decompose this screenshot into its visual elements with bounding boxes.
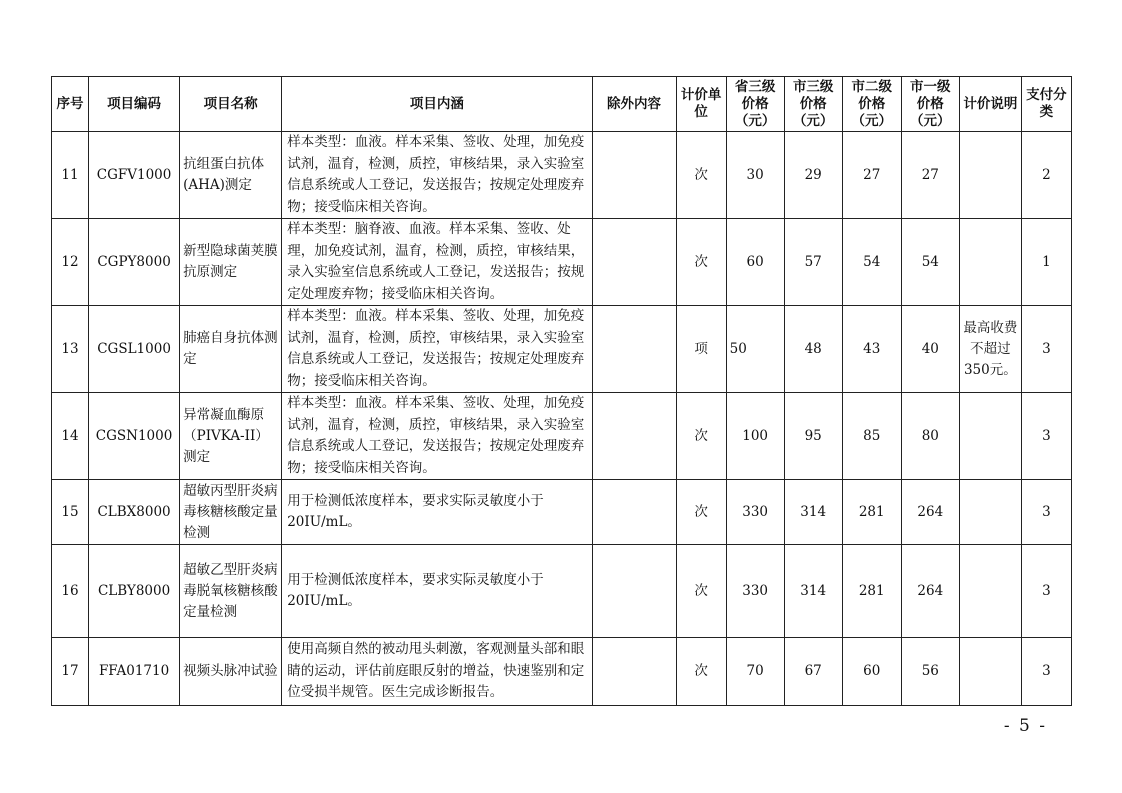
row-city-tier1-price: 264 <box>901 545 959 638</box>
table-row <box>52 545 1072 638</box>
row-unit: 项 <box>676 306 726 393</box>
header-pricing-note: 计价说明 <box>959 77 1021 132</box>
header-code: 项目编码 <box>89 77 180 132</box>
row-city-tier3-price: 48 <box>784 306 842 393</box>
row-seq: 17 <box>52 638 89 706</box>
row-code: CGSN1000 <box>89 393 180 480</box>
row-pricing-note <box>959 638 1021 706</box>
row-pricing-note <box>959 132 1021 219</box>
row-content: 样本类型：血液。样本采集、签收、处理，加免疫试剂，温育，检测，质控，审核结果，录入实验室信息系统或人工登记，发送报告；按规定处理废弃物；接受临床相关咨询。 <box>282 393 592 480</box>
row-code: CGSL1000 <box>89 306 180 393</box>
row-provincial-tier3-price: 50 <box>726 306 784 393</box>
table-row <box>52 219 1072 306</box>
row-city-tier1-price: 264 <box>901 480 959 545</box>
table-row <box>52 480 1072 545</box>
row-city-tier3-price: 314 <box>784 545 842 638</box>
row-pricing-note <box>959 545 1021 638</box>
row-payment-category: 3 <box>1021 306 1071 393</box>
row-city-tier3-price: 67 <box>784 638 842 706</box>
row-payment-category: 1 <box>1021 219 1071 306</box>
header-content: 项目内涵 <box>282 77 592 132</box>
row-city-tier1-price: 27 <box>901 132 959 219</box>
row-city-tier2-price: 43 <box>842 306 901 393</box>
row-seq: 14 <box>52 393 89 480</box>
row-exclusion <box>592 638 676 706</box>
row-provincial-tier3-price: 330 <box>726 545 784 638</box>
row-code: CLBX8000 <box>89 480 180 545</box>
table-row <box>52 393 1072 480</box>
row-seq: 13 <box>52 306 89 393</box>
row-provincial-tier3-price: 60 <box>726 219 784 306</box>
header-unit: 计价单位 <box>676 77 726 132</box>
header-city-tier2-price: 市二级价格（元） <box>842 77 901 132</box>
header-exclusion: 除外内容 <box>592 77 676 132</box>
row-pricing-note: 最高收费不超过350元。 <box>959 306 1021 393</box>
row-provincial-tier3-price: 100 <box>726 393 784 480</box>
table-row <box>52 306 1072 393</box>
row-provincial-tier3-price: 30 <box>726 132 784 219</box>
header-provincial-tier3-price: 省三级价格（元） <box>726 77 784 132</box>
row-unit: 次 <box>676 393 726 480</box>
row-unit: 次 <box>676 132 726 219</box>
row-unit: 次 <box>676 545 726 638</box>
row-seq: 16 <box>52 545 89 638</box>
header-name: 项目名称 <box>180 77 282 132</box>
header-payment-category: 支付分类 <box>1021 77 1071 132</box>
row-name: 新型隐球菌荚膜抗原测定 <box>180 219 282 306</box>
row-code: FFA01710 <box>89 638 180 706</box>
row-content: 用于检测低浓度样本，要求实际灵敏度小于20IU/mL。 <box>282 480 592 545</box>
row-city-tier2-price: 281 <box>842 545 901 638</box>
row-content: 使用高频自然的被动甩头刺激，客观测量头部和眼睛的运动，评估前庭眼反射的增益，快速鉴别和定位受损半规管。医生完成诊断报告。 <box>282 638 592 706</box>
row-code: CLBY8000 <box>89 545 180 638</box>
row-exclusion <box>592 219 676 306</box>
row-provincial-tier3-price: 70 <box>726 638 784 706</box>
row-content: 用于检测低浓度样本，要求实际灵敏度小于20IU/mL。 <box>282 545 592 638</box>
row-pricing-note <box>959 219 1021 306</box>
row-city-tier2-price: 281 <box>842 480 901 545</box>
page-number: - 5 - <box>1003 716 1047 736</box>
row-payment-category: 3 <box>1021 638 1071 706</box>
row-name: 超敏丙型肝炎病毒核糖核酸定量检测 <box>180 480 282 545</box>
price-table <box>51 76 1072 706</box>
row-name: 肺癌自身抗体测定 <box>180 306 282 393</box>
row-pricing-note <box>959 480 1021 545</box>
row-name: 异常凝血酶原（PIVKA-II）测定 <box>180 393 282 480</box>
header-city-tier3-price: 市三级价格（元） <box>784 77 842 132</box>
row-name: 抗组蛋白抗体(AHA)测定 <box>180 132 282 219</box>
row-provincial-tier3-price: 330 <box>726 480 784 545</box>
row-unit: 次 <box>676 638 726 706</box>
row-name: 视频头脉冲试验 <box>180 638 282 706</box>
row-exclusion <box>592 132 676 219</box>
row-city-tier3-price: 29 <box>784 132 842 219</box>
row-city-tier1-price: 54 <box>901 219 959 306</box>
row-code: CGFV1000 <box>89 132 180 219</box>
row-city-tier1-price: 40 <box>901 306 959 393</box>
table-row <box>52 638 1072 706</box>
row-unit: 次 <box>676 480 726 545</box>
row-content: 样本类型：血液。样本采集、签收、处理，加免疫试剂，温育，检测，质控，审核结果，录入实验室信息系统或人工登记，发送报告；按规定处理废弃物；接受临床相关咨询。 <box>282 306 592 393</box>
row-unit: 次 <box>676 219 726 306</box>
row-exclusion <box>592 306 676 393</box>
row-city-tier2-price: 60 <box>842 638 901 706</box>
row-city-tier1-price: 56 <box>901 638 959 706</box>
row-city-tier3-price: 95 <box>784 393 842 480</box>
row-content: 样本类型：血液。样本采集、签收、处理，加免疫试剂，温育，检测，质控，审核结果，录入实验室信息系统或人工登记，发送报告；按规定处理废弃物；接受临床相关咨询。 <box>282 132 592 219</box>
row-payment-category: 3 <box>1021 393 1071 480</box>
row-seq: 15 <box>52 480 89 545</box>
header-city-tier1-price: 市一级价格（元） <box>901 77 959 132</box>
row-city-tier2-price: 27 <box>842 132 901 219</box>
row-name: 超敏乙型肝炎病毒脱氧核糖核酸定量检测 <box>180 545 282 638</box>
row-pricing-note <box>959 393 1021 480</box>
row-code: CGPY8000 <box>89 219 180 306</box>
row-content: 样本类型：脑脊液、血液。样本采集、签收、处理，加免疫试剂，温育，检测，质控，审核结果，录入实验室信息系统或人工登记，发送报告；按规定处理废弃物；接受临床相关咨询。 <box>282 219 592 306</box>
row-exclusion <box>592 480 676 545</box>
row-city-tier2-price: 85 <box>842 393 901 480</box>
row-exclusion <box>592 545 676 638</box>
row-city-tier1-price: 80 <box>901 393 959 480</box>
row-exclusion <box>592 393 676 480</box>
row-seq: 11 <box>52 132 89 219</box>
row-city-tier2-price: 54 <box>842 219 901 306</box>
row-city-tier3-price: 57 <box>784 219 842 306</box>
row-payment-category: 3 <box>1021 545 1071 638</box>
row-payment-category: 3 <box>1021 480 1071 545</box>
row-seq: 12 <box>52 219 89 306</box>
row-city-tier3-price: 314 <box>784 480 842 545</box>
header-row <box>52 77 1072 132</box>
header-seq: 序号 <box>52 77 89 132</box>
row-payment-category: 2 <box>1021 132 1071 219</box>
table-row <box>52 132 1072 219</box>
